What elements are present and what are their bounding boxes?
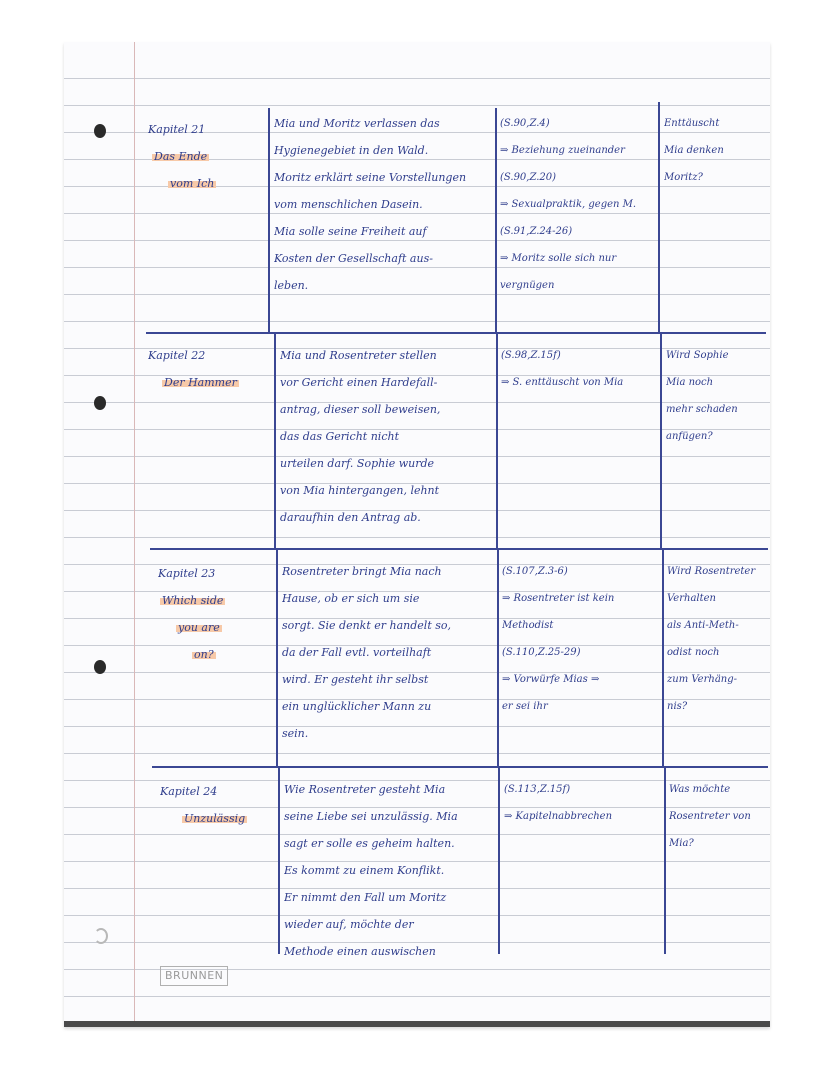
summary-line: wird. Er gesteht ihr selbst	[282, 673, 429, 686]
question-line: Mia denken	[664, 145, 724, 156]
reference-line: ⇒ Kapitelnabbrechen	[504, 811, 613, 822]
summary-line: von Mia hintergangen, lehnt	[280, 484, 440, 497]
column-rule	[658, 102, 660, 332]
summary-line: Moritz erklärt seine Vorstellungen	[274, 171, 467, 184]
summary-line: Hygienegebiet in den Wald.	[274, 144, 429, 157]
question-cell	[669, 776, 767, 857]
question-line: nis?	[667, 701, 688, 712]
reference-line: Methodist	[502, 620, 554, 631]
column-rule	[268, 108, 270, 332]
summary-line: seine Liebe sei unzulässig. Mia	[284, 810, 458, 823]
notebook-page	[64, 42, 770, 1027]
summary-cell	[282, 558, 494, 747]
question-line: Wird Rosentreter	[667, 566, 756, 577]
chapter-title: Kapitel 21	[148, 123, 206, 136]
summary-cell	[284, 776, 495, 965]
reference-line: vergnügen	[500, 280, 555, 291]
question-line: odist noch	[667, 647, 720, 658]
question-cell	[667, 558, 767, 720]
reference-line: (S.107,Z.3-6)	[502, 566, 568, 577]
reference-line: ⇒ Sexualpraktik, gegen M.	[500, 199, 637, 210]
reference-line: ⇒ Moritz solle sich nur	[500, 253, 617, 264]
punch-hole	[94, 660, 106, 674]
column-rule	[662, 548, 664, 766]
reference-line: er sei ihr	[502, 701, 548, 712]
row-rule	[146, 332, 766, 334]
column-rule	[660, 332, 662, 548]
summary-line: das das Gericht nicht	[280, 430, 399, 443]
question-line: anfügen?	[666, 431, 713, 442]
summary-line: vom menschlichen Dasein.	[274, 198, 423, 211]
question-line: Mia?	[669, 838, 694, 849]
column-rule	[497, 548, 499, 766]
chapter-subtitle: Der Hammer	[164, 376, 237, 389]
summary-line: ein unglücklicher Mann zu	[282, 700, 432, 713]
chapter-subtitle: vom Ich	[170, 177, 215, 190]
column-rule	[498, 766, 500, 954]
summary-line: Methode einen auswischen	[284, 945, 436, 958]
chapter-cell	[158, 560, 274, 668]
reference-line: (S.113,Z.15f)	[504, 784, 571, 795]
chapter-subtitle: Das Ende	[154, 150, 208, 163]
reference-cell	[500, 110, 656, 299]
summary-line: sagt er solle es geheim halten.	[284, 837, 455, 850]
summary-line: Mia solle seine Freiheit auf	[274, 225, 427, 238]
summary-cell	[274, 110, 492, 299]
summary-line: sein.	[282, 727, 309, 740]
summary-line: Es kommt zu einem Konflikt.	[284, 864, 445, 877]
question-line: als Anti-Meth-	[667, 620, 739, 631]
column-rule	[664, 766, 666, 954]
question-line: zum Verhäng-	[667, 674, 737, 685]
reference-line: (S.91,Z.24-26)	[500, 226, 573, 237]
question-line: Was möchte	[669, 784, 731, 795]
question-line: Rosentreter von	[669, 811, 751, 822]
chapter-subtitle: you are	[178, 621, 220, 634]
reference-cell	[504, 776, 661, 830]
punch-hole	[94, 124, 106, 138]
chapter-title: Kapitel 22	[148, 349, 206, 362]
column-rule	[496, 332, 498, 548]
question-line: Verhalten	[667, 593, 716, 604]
summary-line: Mia und Rosentreter stellen	[280, 349, 437, 362]
chapter-title: Kapitel 24	[160, 785, 218, 798]
reference-line: (S.98,Z.15f)	[501, 350, 561, 361]
punch-hole	[94, 396, 106, 410]
question-line: Enttäuscht	[664, 118, 720, 129]
question-cell	[666, 342, 766, 450]
margin-line	[134, 42, 135, 1027]
reference-cell	[501, 342, 658, 396]
column-rule	[274, 332, 276, 548]
reference-line: (S.110,Z.25-29)	[502, 647, 581, 658]
summary-line: leben.	[274, 279, 309, 292]
summary-line: Wie Rosentreter gesteht Mia	[284, 783, 446, 796]
summary-line: wieder auf, möchte der	[284, 918, 414, 931]
question-line: mehr schaden	[666, 404, 738, 415]
summary-line: vor Gericht einen Hardefall-	[280, 376, 438, 389]
reference-line: ⇒ Rosentreter ist kein	[502, 593, 615, 604]
chapter-subtitle: Which side	[162, 594, 224, 607]
column-rule	[276, 548, 278, 766]
chapter-subtitle: on?	[194, 648, 214, 661]
summary-line: sorgt. Sie denkt er handelt so,	[282, 619, 452, 632]
summary-line: da der Fall evtl. vorteilhaft	[282, 646, 432, 659]
page-edge-shadow	[64, 1021, 770, 1027]
summary-line: Kosten der Gesellschaft aus-	[274, 252, 433, 265]
column-rule	[278, 766, 280, 954]
reference-line: ⇒ Beziehung zueinander	[500, 145, 625, 156]
reference-cell	[502, 558, 659, 720]
reference-line: (S.90,Z.4)	[500, 118, 550, 129]
chapter-title: Kapitel 23	[158, 567, 216, 580]
chapter-cell	[160, 778, 276, 832]
question-cell	[664, 110, 766, 191]
summary-line: Hause, ob er sich um sie	[282, 592, 420, 605]
summary-line: daraufhin den Antrag ab.	[280, 511, 421, 524]
row-rule	[152, 766, 768, 768]
summary-line: Er nimmt den Fall um Moritz	[284, 891, 447, 904]
chapter-cell	[148, 342, 272, 396]
reference-line: ⇒ Vorwürfe Mias ⇒	[502, 674, 600, 685]
summary-line: urteilen darf. Sophie wurde	[280, 457, 435, 470]
summary-line: Rosentreter bringt Mia nach	[282, 565, 442, 578]
reference-line: (S.90,Z.20)	[500, 172, 557, 183]
question-line: Mia noch	[666, 377, 714, 388]
column-rule	[495, 108, 497, 332]
summary-line: antrag, dieser soll beweisen,	[280, 403, 441, 416]
summary-cell	[280, 342, 494, 531]
question-line: Moritz?	[664, 172, 703, 183]
row-rule	[150, 548, 768, 550]
punch-hole	[94, 928, 108, 944]
question-line: Wird Sophie	[666, 350, 729, 361]
chapter-subtitle: Unzulässig	[184, 812, 246, 825]
chapter-cell	[148, 116, 263, 197]
brand-logo: BRUNNEN	[160, 966, 228, 986]
summary-line: Mia und Moritz verlassen das	[274, 117, 440, 130]
reference-line: ⇒ S. enttäuscht von Mia	[501, 377, 624, 388]
